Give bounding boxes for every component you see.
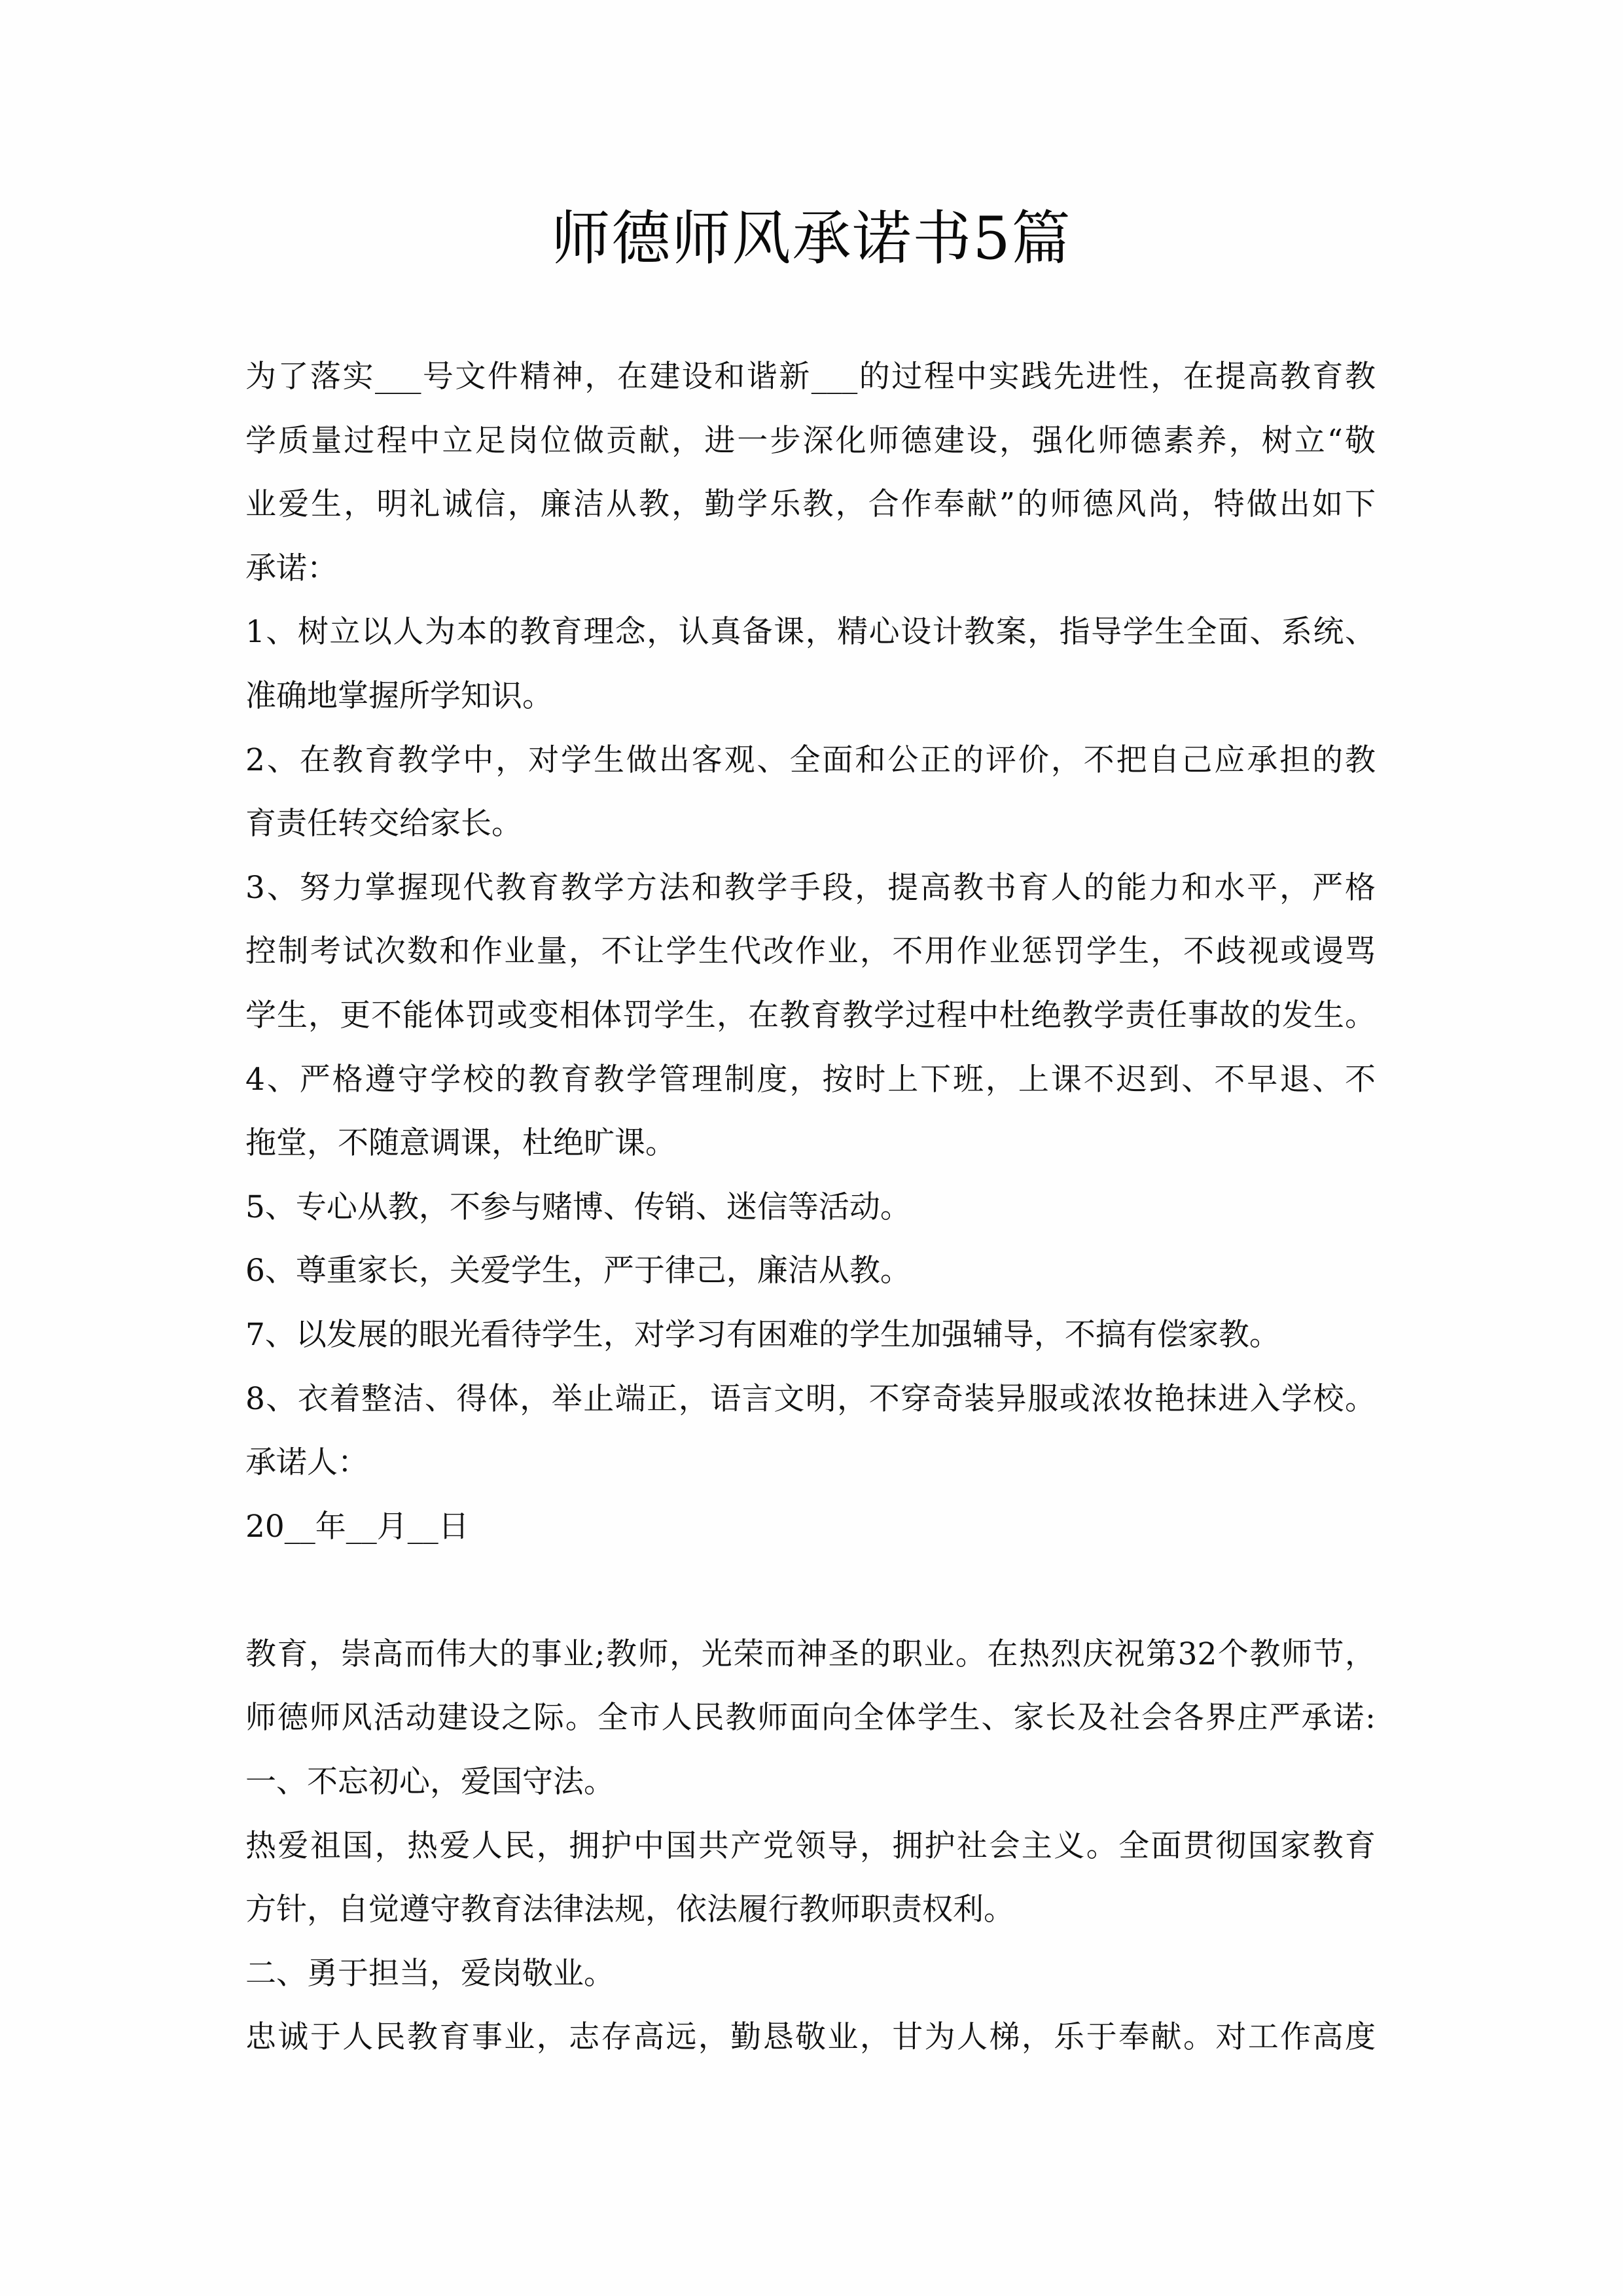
text-line: 4、严格遵守学校的教育教学管理制度，按时上下班，上课不迟到、不早退、不 — [245, 1061, 1376, 1098]
text-line: 承诺： — [245, 550, 338, 586]
text-line: 为了落实___号文件精神，在建设和谐新___的过程中实践先进性，在提高教育教 — [245, 359, 1376, 395]
text-line: 师德师风活动建设之际。全市人民教师面向全体学生、家长及社会各界庄严承诺: — [245, 1700, 1376, 1736]
text-line: 2、在教育教学中，对学生做出客观、全面和公正的评价，不把自己应承担的教 — [245, 742, 1376, 778]
commitment-item-5: 5、专心从教，不参与赌博、传销、迷信等活动。 — [245, 1189, 911, 1225]
signer-label: 承诺人： — [245, 1444, 368, 1481]
text-line: 方针，自觉遵守教育法律法规，依法履行教师职责权利。 — [245, 1892, 1014, 1928]
text-line: 拖堂，不随意调课，杜绝旷课。 — [245, 1125, 676, 1162]
paragraph-2 — [245, 2005, 1376, 2070]
commitment-item-4 — [245, 1048, 1376, 1175]
section-heading-1: 一、不忘初心，爱国守法。 — [245, 1764, 615, 1801]
section-heading-2: 二、勇于担当，爱岗敬业。 — [245, 1955, 615, 1992]
section-1 — [245, 345, 1376, 1558]
text-line: 准确地掌握所学知识。 — [245, 677, 553, 714]
commitment-item-8: 8、衣着整洁、得体，举止端正，语言文明，不穿奇装异服或浓妆艳抹进入学校。 — [245, 1380, 1376, 1417]
text-line: 3、努力掌握现代教育教学方法和教学手段，提高教书育人的能力和水平，严格 — [245, 869, 1376, 906]
text-line: 学生，更不能体罚或变相体罚学生，在教育教学过程中杜绝教学责任事故的发生。 — [245, 997, 1376, 1033]
text-line: 忠诚于人民教育事业，志存高远，勤恳敬业，甘为人梯，乐于奉献。对工作高度 — [245, 2019, 1376, 2056]
date-line: 20__年__月__日 — [245, 1508, 469, 1545]
text-line: 学质量过程中立足岗位做贡献，进一步深化师德建设，强化师德素养，树立“敬 — [245, 422, 1376, 459]
text-line: 热爱祖国，热爱人民，拥护中国共产党领导，拥护社会主义。全面贯彻国家教育 — [245, 1827, 1376, 1864]
intro-paragraph — [245, 1623, 1376, 1750]
text-line: 控制考试次数和作业量，不让学生代改作业，不用作业惩罚学生，不歧视或谩骂 — [245, 933, 1376, 970]
intro-paragraph — [245, 345, 1376, 600]
document-body — [245, 345, 1376, 2070]
section-spacer — [245, 1558, 1376, 1623]
document-title: 师德师风承诺书5篇 — [551, 204, 1072, 273]
commitment-item-3 — [245, 856, 1376, 1048]
text-line: 教育，崇高而伟大的事业;教师，光荣而神圣的职业。在热烈庆祝第32个教师节， — [245, 1636, 1376, 1672]
paragraph-1 — [245, 1814, 1376, 1942]
commitment-item-1 — [245, 600, 1376, 728]
text-line: 1、树立以人为本的教育理念，认真备课，精心设计教案，指导学生全面、系统、 — [245, 614, 1376, 651]
text-line: 业爱生，明礼诚信，廉洁从教，勤学乐教，合作奉献”的师德风尚，特做出如下 — [245, 486, 1376, 523]
commitment-item-7: 7、以发展的眼光看待学生，对学习有困难的学生加强辅导，不搞有偿家教。 — [245, 1316, 1280, 1353]
commitment-item-2 — [245, 728, 1376, 856]
section-2 — [245, 1623, 1376, 2070]
text-line: 育责任转交给家长。 — [245, 806, 522, 842]
commitment-item-6: 6、尊重家长，关爱学生，严于律己，廉洁从教。 — [245, 1253, 911, 1289]
